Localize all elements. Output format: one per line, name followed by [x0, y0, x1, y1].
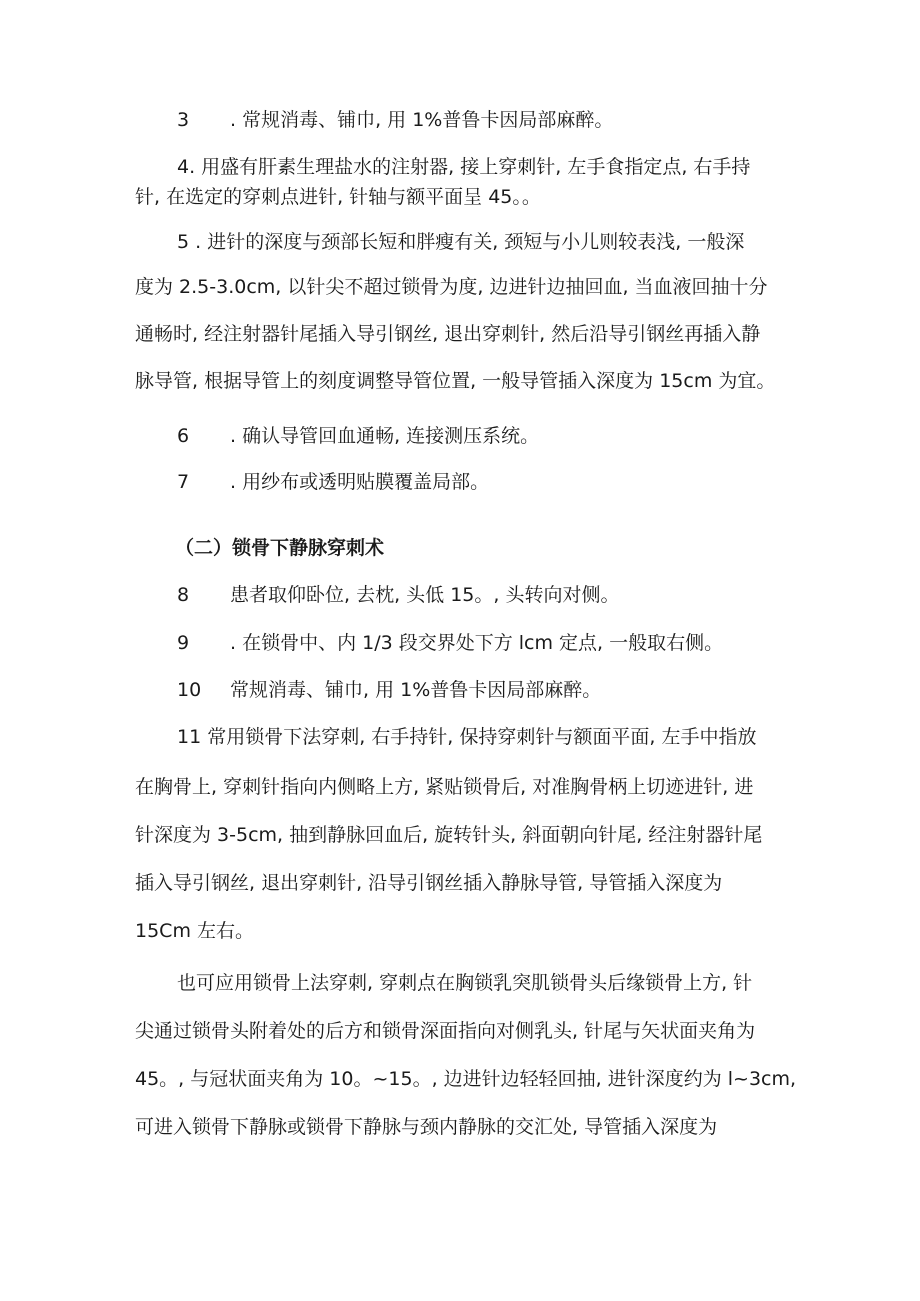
paragraph-alt-line-1: 也可应用锁骨上法穿刺, 穿刺点在胸锁乳突肌锁骨头后缘锁骨上方, 针 — [177, 972, 753, 994]
item-text: . 用纱布或透明贴膜覆盖局部。 — [230, 471, 490, 493]
item-number: 9 — [177, 632, 190, 654]
item-number: 6 — [177, 425, 190, 447]
item-number: 3 — [177, 109, 190, 131]
paragraph-alt-line-3: 45。, 与冠状面夹角为 10。~15。, 边进针边轻轻回抽, 进针深度约为 l~3cm, — [135, 1068, 797, 1090]
paragraph-5-line-1: 5 . 进针的深度与颈部长短和胖瘦有关, 颈短与小儿则较表浅, 一般深 — [177, 231, 745, 253]
item-number: 8 — [177, 584, 190, 606]
paragraph-4-line-2: 针, 在选定的穿刺点进针, 针轴与额平面呈 45。。 — [135, 186, 541, 208]
paragraph-5-line-3: 通畅时, 经注射器针尾插入导引钢丝, 退出穿刺针, 然后沿导引钢丝再插入静 — [135, 323, 761, 345]
item-text: 常规消毒、铺巾, 用 1%普鲁卡因局部麻醉。 — [230, 679, 602, 701]
paragraph-11-line-1: 11 常用锁骨下法穿刺, 右手持针, 保持穿刺针与额面平面, 左手中指放 — [177, 726, 757, 748]
item-text: . 在锁骨中、内 1/3 段交界处下方 lcm 定点, 一般取右侧。 — [230, 632, 724, 654]
item-text: 患者取仰卧位, 去枕, 头低 15。, 头转向对侧。 — [230, 584, 620, 606]
paragraph-11-line-5: 15Cm 左右。 — [135, 920, 254, 942]
paragraph-5-line-2: 度为 2.5-3.0cm, 以针尖不超过锁骨为度, 边进针边抽回血, 当血液回抽十分 — [135, 276, 768, 298]
item-number: 10 — [177, 679, 202, 701]
paragraph-5-line-4: 脉导管, 根据导管上的刻度调整导管位置, 一般导管插入深度为 15cm 为宜。 — [135, 370, 776, 392]
item-text: . 常规消毒、铺巾, 用 1%普鲁卡因局部麻醉。 — [230, 109, 614, 131]
paragraph-11-line-2: 在胸骨上, 穿刺针指向内侧略上方, 紧贴锁骨后, 对准胸骨柄上切迹进针, 进 — [135, 776, 754, 798]
item-text: . 确认导管回血通畅, 连接测压系统。 — [230, 425, 540, 447]
paragraph-alt-line-4: 可进入锁骨下静脉或锁骨下静脉与颈内静脉的交汇处, 导管插入深度为 — [135, 1116, 718, 1138]
item-number: 7 — [177, 471, 190, 493]
paragraph-4-line-1: 4. 用盛有肝素生理盐水的注射器, 接上穿刺针, 左手食指定点, 右手持 — [177, 156, 751, 178]
paragraph-11-line-3: 针深度为 3-5cm, 抽到静脉回血后, 旋转针头, 斜面朝向针尾, 经注射器针尾 — [135, 824, 763, 846]
section-heading: （二）锁骨下静脉穿刺术 — [175, 537, 385, 559]
paragraph-11-line-4: 插入导引钢丝, 退出穿刺针, 沿导引钢丝插入静脉导管, 导管插入深度为 — [135, 872, 723, 894]
paragraph-alt-line-2: 尖通过锁骨头附着处的后方和锁骨深面指向对侧乳头, 针尾与矢状面夹角为 — [135, 1020, 756, 1042]
